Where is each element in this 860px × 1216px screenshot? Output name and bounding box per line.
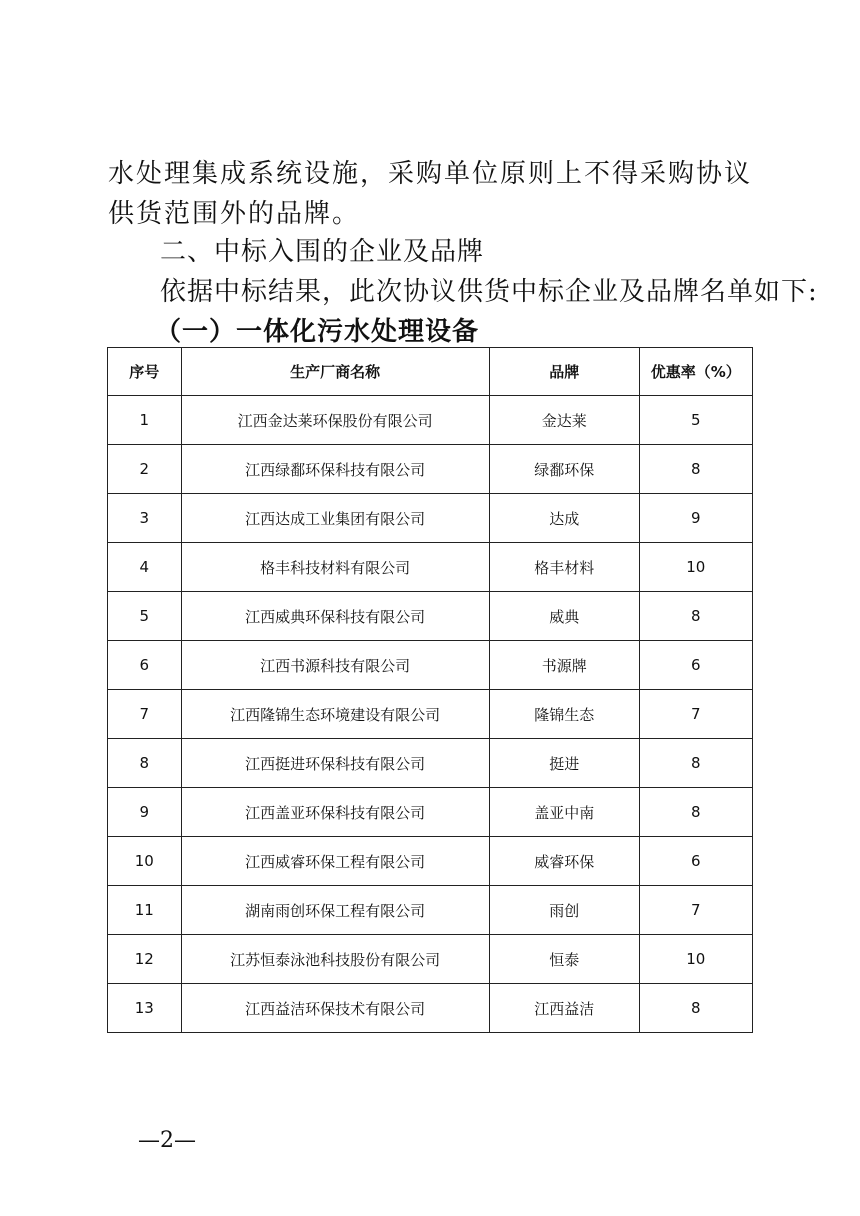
- continuation-paragraph: 水处理集成系统设施，采购单位原则上不得采购协议供货范围外的品牌。: [108, 159, 753, 229]
- intro-paragraph: 依据中标结果，此次协议供货中标企业及品牌名单如下:: [160, 277, 818, 307]
- cell-brand: 雨创: [489, 886, 639, 935]
- cell-discount-rate: 7: [639, 886, 752, 935]
- cell-manufacturer-name: 江西书源科技有限公司: [181, 641, 489, 690]
- cell-discount-rate: 10: [639, 935, 752, 984]
- cell-manufacturer-name: 江西隆锦生态环境建设有限公司: [181, 690, 489, 739]
- cell-brand: 绿鄱环保: [489, 445, 639, 494]
- table-row: [108, 396, 753, 445]
- cell-discount-rate: 6: [639, 837, 752, 886]
- cell-brand: 书源牌: [489, 641, 639, 690]
- cell-brand: 金达莱: [489, 396, 639, 445]
- header-brand: 品牌: [489, 348, 639, 396]
- cell-manufacturer-name: 江西威睿环保工程有限公司: [181, 837, 489, 886]
- table-row: [108, 935, 753, 984]
- cell-serial-number: 12: [108, 935, 182, 984]
- subsection-heading: （一）一体化污水处理设备: [155, 317, 480, 347]
- table-row: [108, 543, 753, 592]
- cell-brand: 威睿环保: [489, 837, 639, 886]
- header-discount-rate: 优惠率（%）: [639, 348, 752, 396]
- cell-serial-number: 5: [108, 592, 182, 641]
- table-header-row: [108, 348, 753, 396]
- cell-serial-number: 9: [108, 788, 182, 837]
- cell-serial-number: 8: [108, 739, 182, 788]
- table-row: [108, 984, 753, 1033]
- cell-serial-number: 10: [108, 837, 182, 886]
- table-row: [108, 690, 753, 739]
- cell-discount-rate: 7: [639, 690, 752, 739]
- cell-manufacturer-name: 江西挺进环保科技有限公司: [181, 739, 489, 788]
- cell-discount-rate: 10: [639, 543, 752, 592]
- cell-discount-rate: 8: [639, 592, 752, 641]
- cell-serial-number: 7: [108, 690, 182, 739]
- cell-discount-rate: 8: [639, 984, 752, 1033]
- table-row: [108, 592, 753, 641]
- table-row: [108, 494, 753, 543]
- header-serial-number: 序号: [108, 348, 182, 396]
- cell-brand: 盖亚中南: [489, 788, 639, 837]
- cell-manufacturer-name: 江苏恒泰泳池科技股份有限公司: [181, 935, 489, 984]
- page-number: —2—: [138, 1128, 196, 1153]
- cell-manufacturer-name: 江西绿鄱环保科技有限公司: [181, 445, 489, 494]
- cell-serial-number: 6: [108, 641, 182, 690]
- cell-brand: 威典: [489, 592, 639, 641]
- table-row: [108, 788, 753, 837]
- cell-discount-rate: 8: [639, 788, 752, 837]
- table-row: [108, 837, 753, 886]
- table-row: [108, 886, 753, 935]
- cell-discount-rate: 8: [639, 445, 752, 494]
- supplier-table: [107, 347, 753, 1033]
- cell-manufacturer-name: 江西达成工业集团有限公司: [181, 494, 489, 543]
- cell-brand: 格丰材料: [489, 543, 639, 592]
- cell-serial-number: 2: [108, 445, 182, 494]
- cell-serial-number: 4: [108, 543, 182, 592]
- cell-discount-rate: 6: [639, 641, 752, 690]
- cell-serial-number: 11: [108, 886, 182, 935]
- cell-manufacturer-name: 江西威典环保科技有限公司: [181, 592, 489, 641]
- cell-brand: 隆锦生态: [489, 690, 639, 739]
- cell-serial-number: 13: [108, 984, 182, 1033]
- header-manufacturer-name: 生产厂商名称: [181, 348, 489, 396]
- cell-discount-rate: 9: [639, 494, 752, 543]
- cell-discount-rate: 8: [639, 739, 752, 788]
- table-row: [108, 445, 753, 494]
- cell-brand: 挺进: [489, 739, 639, 788]
- table-row: [108, 739, 753, 788]
- table-body: [108, 396, 753, 1033]
- cell-manufacturer-name: 江西益洁环保技术有限公司: [181, 984, 489, 1033]
- cell-manufacturer-name: 江西金达莱环保股份有限公司: [181, 396, 489, 445]
- cell-manufacturer-name: 江西盖亚环保科技有限公司: [181, 788, 489, 837]
- cell-serial-number: 1: [108, 396, 182, 445]
- cell-brand: 江西益洁: [489, 984, 639, 1033]
- cell-brand: 恒泰: [489, 935, 639, 984]
- cell-serial-number: 3: [108, 494, 182, 543]
- cell-brand: 达成: [489, 494, 639, 543]
- cell-discount-rate: 5: [639, 396, 752, 445]
- table-row: [108, 641, 753, 690]
- cell-manufacturer-name: 湖南雨创环保工程有限公司: [181, 886, 489, 935]
- section-heading: 二、中标入围的企业及品牌: [160, 237, 485, 267]
- cell-manufacturer-name: 格丰科技材料有限公司: [181, 543, 489, 592]
